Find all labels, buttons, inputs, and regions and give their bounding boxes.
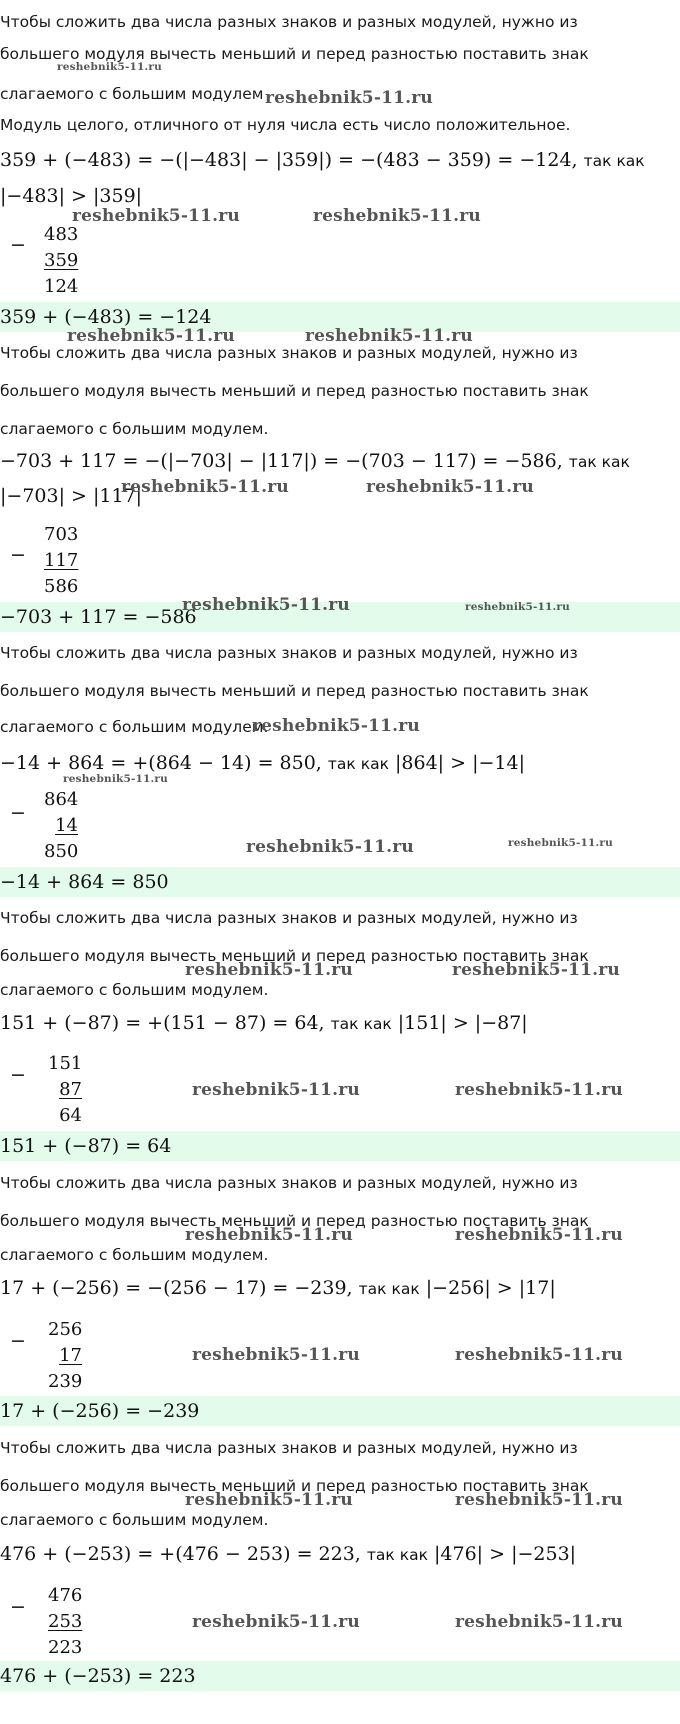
watermark: reshebnik5-11.ru (182, 595, 350, 615)
condition: |−483| > |359| (0, 185, 143, 207)
rule-line-1: Чтобы сложить два числа разных знаков и разных модулей, нужно из (0, 1439, 578, 1457)
rule-line-3: слагаемого с большим модулем. (0, 718, 269, 736)
watermark: reshebnik5-11.ru (452, 960, 620, 980)
equation: 359 + (−483) = −(|−483| − |359|) = −(483 − 359) = −124, так как (0, 149, 645, 171)
column-top: 703 (44, 524, 79, 545)
column-result: 64 (59, 1105, 82, 1126)
rule-line-3: слагаемого с большим модулем. (0, 420, 269, 438)
minus-sign: − (10, 1064, 26, 1086)
column-bottom: 253 (48, 1611, 83, 1632)
result-line: 476 + (−253) = 223 (0, 1661, 680, 1691)
column-result: 586 (44, 576, 79, 597)
column-top: 483 (44, 224, 79, 245)
watermark: reshebnik5-11.ru (192, 1612, 360, 1632)
minus-sign: − (10, 544, 26, 566)
watermark: reshebnik5-11.ru (455, 1612, 623, 1632)
watermark: reshebnik5-11.ru (185, 1490, 353, 1510)
watermark: reshebnik5-11.ru (192, 1080, 360, 1100)
watermark: reshebnik5-11.ru (185, 960, 353, 980)
watermark: reshebnik5-11.ru (121, 477, 289, 497)
rule-line-2: большего модуля вычесть меньший и перед разностью поставить знак (0, 947, 589, 965)
minus-sign: − (10, 234, 26, 256)
watermark: reshebnik5-11.ru (252, 716, 420, 736)
watermark: reshebnik5-11.ru (265, 88, 433, 108)
watermark: reshebnik5-11.ru (465, 601, 570, 613)
watermark: reshebnik5-11.ru (455, 1490, 623, 1510)
watermark: reshebnik5-11.ru (508, 837, 613, 849)
rule-line-1: Чтобы сложить два числа разных знаков и разных модулей, нужно из (0, 909, 578, 927)
rule-line-1: Чтобы сложить два числа разных знаков и разных модулей, нужно из (0, 344, 578, 362)
watermark: reshebnik5-11.ru (246, 837, 414, 857)
column-result: 223 (48, 1637, 83, 1658)
rule-line-2: большего модуля вычесть меньший и перед разностью поставить знак (0, 1212, 589, 1230)
watermark: reshebnik5-11.ru (72, 206, 240, 226)
rule-line-3: слагаемого с большим модулем. (0, 1246, 269, 1264)
watermark: reshebnik5-11.ru (366, 477, 534, 497)
column-result: 850 (44, 841, 79, 862)
watermark: reshebnik5-11.ru (313, 206, 481, 226)
result-line: −703 + 117 = −586 (0, 602, 680, 632)
rule-line-1: Чтобы сложить два числа разных знаков и разных модулей, нужно из (0, 13, 578, 31)
column-bottom: 17 (59, 1345, 82, 1366)
minus-sign: − (10, 802, 26, 824)
watermark: reshebnik5-11.ru (455, 1345, 623, 1365)
rule-line-2: большего модуля вычесть меньший и перед разностью поставить знак (0, 45, 589, 63)
column-top: 476 (48, 1585, 83, 1606)
column-top: 151 (48, 1053, 83, 1074)
rule-line-3: слагаемого с большим модулем (0, 85, 264, 103)
rule-line-1: Чтобы сложить два числа разных знаков и разных модулей, нужно из (0, 644, 578, 662)
column-bottom: 87 (59, 1079, 82, 1100)
rule-line-2: большего модуля вычесть меньший и перед разностью поставить знак (0, 382, 589, 400)
watermark: reshebnik5-11.ru (455, 1225, 623, 1245)
condition: |−703| > |117| (0, 485, 143, 507)
result-line: 17 + (−256) = −239 (0, 1396, 680, 1426)
result-line: 151 + (−87) = 64 (0, 1131, 680, 1161)
column-result: 239 (48, 1371, 83, 1392)
modulus-note: Модуль целого, отличного от нуля числа есть число положительное. (0, 116, 571, 134)
column-top: 864 (44, 789, 79, 810)
rule-line-3: слагаемого с большим модулем. (0, 981, 269, 999)
watermark: reshebnik5-11.ru (455, 1080, 623, 1100)
equation: 476 + (−253) = +(476 − 253) = 223, так как |476| > |−253| (0, 1543, 577, 1565)
equation: 17 + (−256) = −(256 − 17) = −239, так как |−256| > |17| (0, 1277, 556, 1299)
column-result: 124 (44, 276, 79, 297)
equation: −14 + 864 = +(864 − 14) = 850, так как |864| > |−14| (0, 752, 525, 774)
rule-line-1: Чтобы сложить два числа разных знаков и разных модулей, нужно из (0, 1174, 578, 1192)
equation: −703 + 117 = −(|−703| − |117|) = −(703 − 117) = −586, так как (0, 450, 630, 472)
minus-sign: − (10, 1330, 26, 1352)
column-bottom: 14 (55, 815, 78, 836)
watermark: reshebnik5-11.ru (57, 61, 162, 73)
equation: 151 + (−87) = +(151 − 87) = 64, так как |151| > |−87| (0, 1012, 528, 1034)
rule-line-2: большего модуля вычесть меньший и перед разностью поставить знак (0, 682, 589, 700)
column-bottom: 359 (44, 250, 79, 271)
result-line: 359 + (−483) = −124 (0, 302, 680, 332)
column-bottom: 117 (44, 550, 79, 571)
rule-line-3: слагаемого с большим модулем. (0, 1511, 269, 1529)
result-line: −14 + 864 = 850 (0, 867, 680, 897)
watermark: reshebnik5-11.ru (305, 326, 473, 346)
watermark: reshebnik5-11.ru (63, 773, 168, 785)
watermark: reshebnik5-11.ru (185, 1225, 353, 1245)
rule-line-2: большего модуля вычесть меньший и перед разностью поставить знак (0, 1477, 589, 1495)
column-top: 256 (48, 1319, 83, 1340)
minus-sign: − (10, 1596, 26, 1618)
watermark: reshebnik5-11.ru (67, 326, 235, 346)
watermark: reshebnik5-11.ru (192, 1345, 360, 1365)
